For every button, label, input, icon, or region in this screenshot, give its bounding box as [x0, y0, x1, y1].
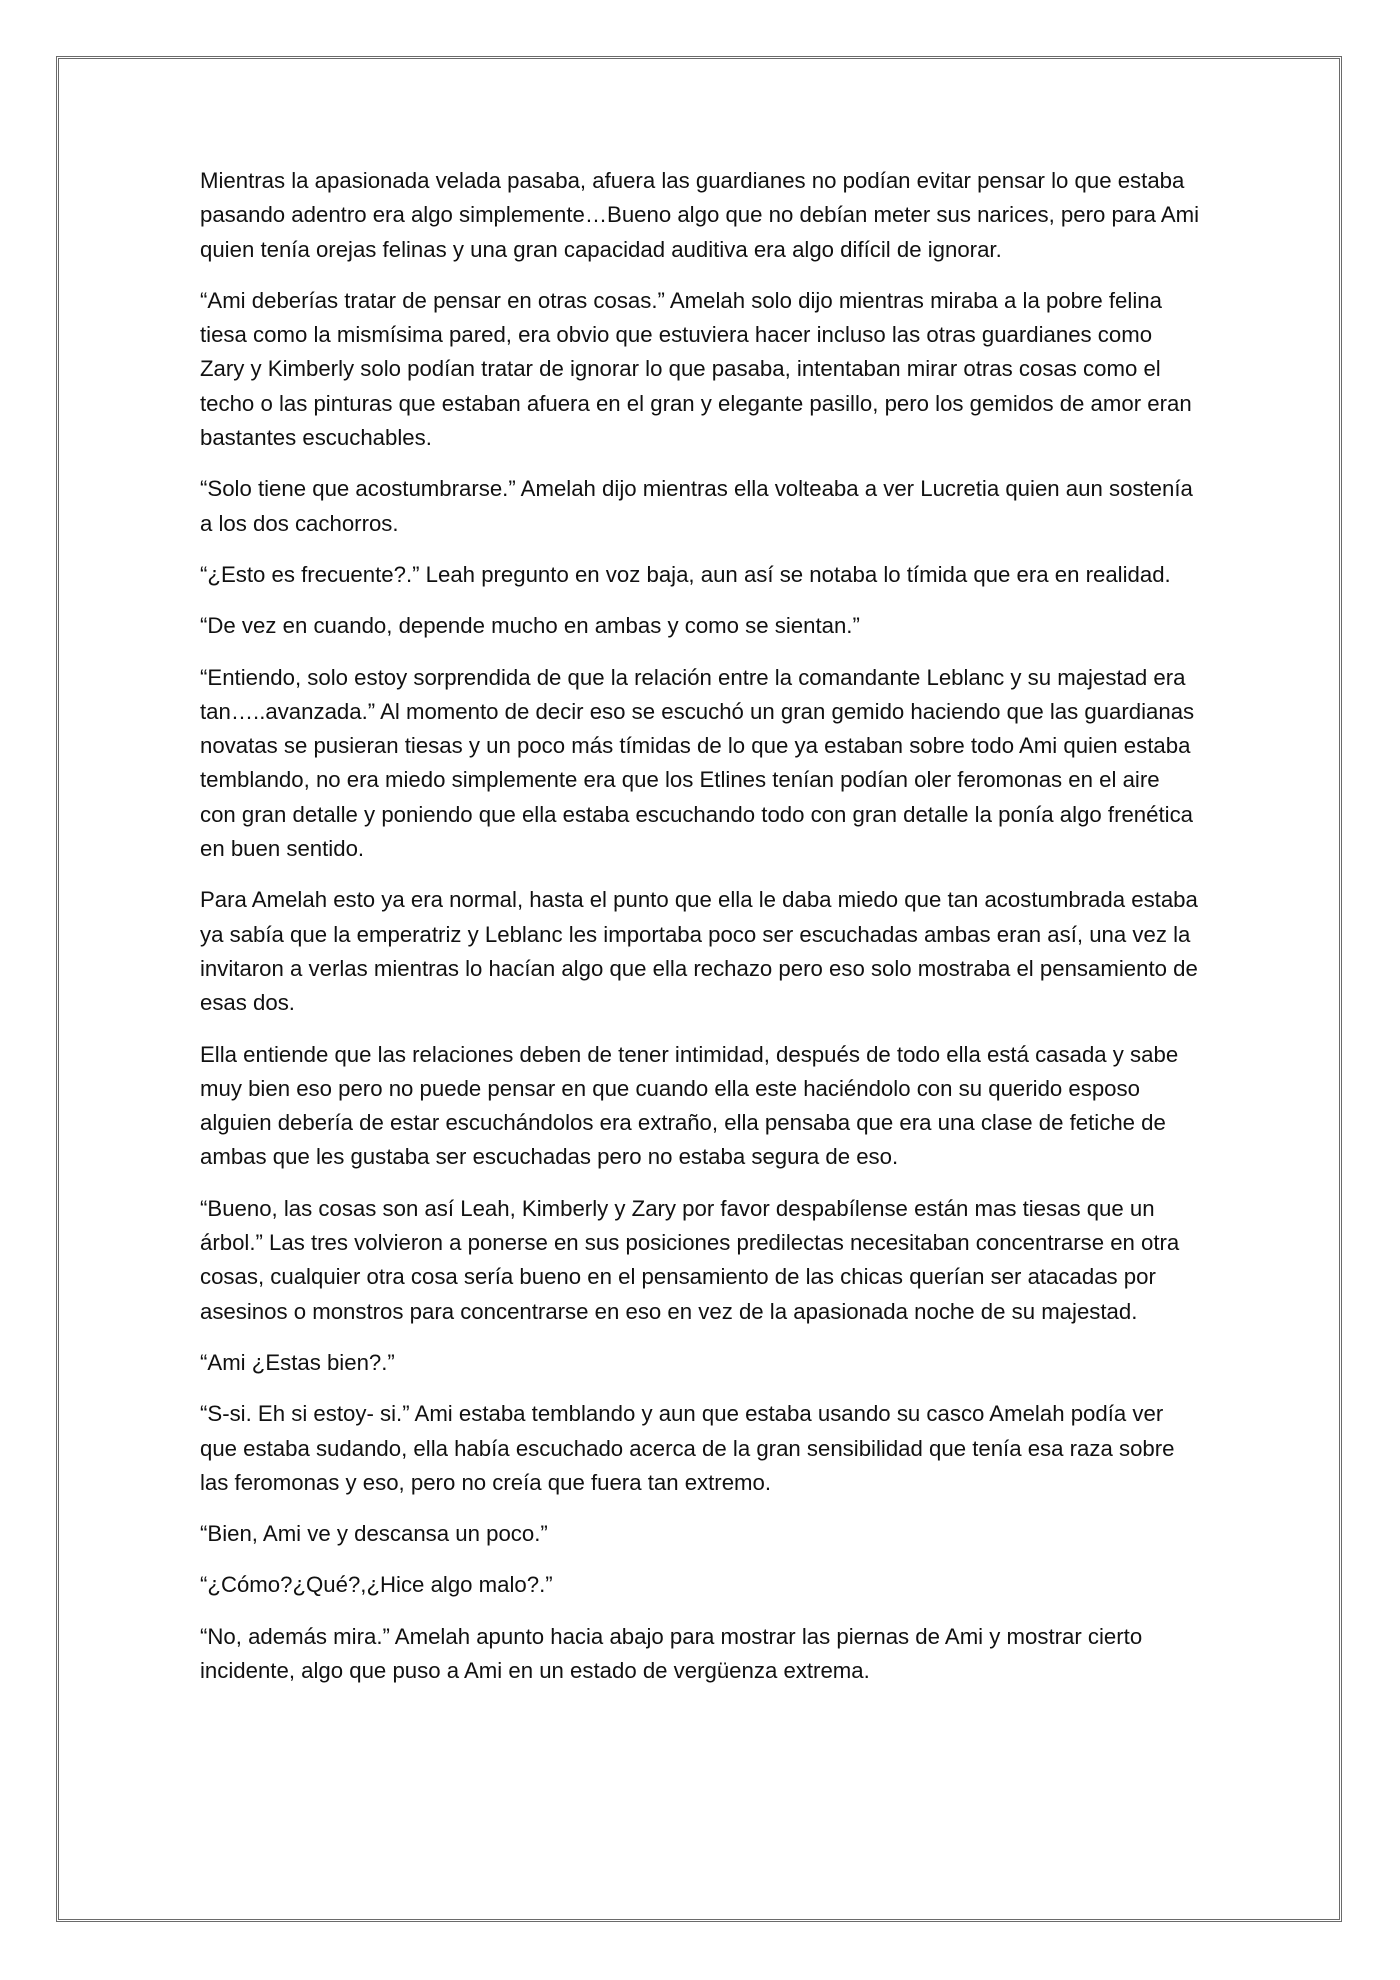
paragraph: Ella entiende que las relaciones deben de tener intimidad, después de todo ella está casada y sabe muy bien eso pero no puede pensar en que cuando ella este haciéndolo con su querido esposo alguien debería de estar escuchándolos era extraño, ella pensaba que era una clase de fetiche de ambas que les gustaba ser escuchadas pero no estaba segura de eso.: [200, 1041, 1179, 1170]
paragraph: “Ami ¿Estas bien?.”: [200, 1349, 395, 1375]
paragraph: “Bien, Ami ve y descansa un poco.”: [200, 1521, 548, 1547]
paragraph: “Ami deberías tratar de pensar en otras cosas.” Amelah solo dijo mientras miraba a la pobre felina tiesa como la mismísima pared, era obvio que estuviera hacer incluso las otras guardianes como Zary y Kimberly solo podían tratar de ignorar lo que pasaba, intentaban mirar otras cosas como el techo o las pinturas que estaban afuera en el gran y elegante pasillo, pero los gemidos de amor eran bastantes escuchables.: [200, 287, 1192, 451]
paragraph: “Bueno, las cosas son así Leah, Kimberly y Zary por favor despabílense están mas tiesas que un árbol.” Las tres volvieron a ponerse en sus posiciones predilectas necesitaban concentrarse en otra cosas, cualquier otra cosa sería bueno en el pensamiento de las chicas querían ser atacadas por asesinos o monstros para concentrarse en eso en vez de la apasionada noche de su majestad.: [200, 1195, 1180, 1324]
paragraph: “No, además mira.” Amelah apunto hacia abajo para mostrar las piernas de Ami y mostrar cierto incidente, algo que puso a Ami en un estado de vergüenza extrema.: [200, 1623, 1143, 1683]
paragraph: “S-si. Eh si estoy- si.” Ami estaba temblando y aun que estaba usando su casco Amelah podía ver que estaba sudando, ella había escuchado acerca de la gran sensibilidad que tenía esa raza sobre las feromonas y eso, pero no creía que fuera tan extremo.: [200, 1401, 1175, 1495]
paragraph: “Solo tiene que acostumbrarse.” Amelah dijo mientras ella volteaba a ver Lucretia quien aun sostenía a los dos cachorros.: [200, 476, 1193, 536]
paragraph: “Entiendo, solo estoy sorprendida de que la relación entre la comandante Leblanc y su majestad era tan…..avanzada.” Al momento de decir eso se escuchó un gran gemido haciendo que las guardianas novatas se pusieran tiesas y un poco más tímidas de lo que ya estaban sobre todo Ami quien estaba temblando, no era miedo simplemente era que los Etlines tenían podían oler feromonas en el aire con gran detalle y poniendo que ella estaba escuchando todo con gran detalle la ponía algo frenética en buen sentido.: [200, 664, 1195, 862]
paragraph: Mientras la apasionada velada pasaba, afuera las guardianes no podían evitar pensar lo que estaba pasando adentro era algo simplemente…Bueno algo que no debían meter sus narices, pero para Ami quien tenía orejas felinas y una gran capacidad auditiva era algo difícil de ignorar.: [200, 168, 1200, 262]
paragraph: “De vez en cuando, depende mucho en ambas y como se sientan.”: [200, 613, 860, 639]
paragraph: “¿Esto es frecuente?.” Leah pregunto en voz baja, aun así se notaba lo tímida que era en realidad.: [200, 561, 1171, 587]
paragraph: Para Amelah esto ya era normal, hasta el punto que ella le daba miedo que tan acostumbrada estaba ya sabía que la emperatriz y Leblanc les importaba poco ser escuchadas ambas eran así, una vez la invitaron a verlas mientras lo hacían algo que ella rechazo pero eso solo mostraba el pensamiento de esas dos.: [200, 887, 1198, 1016]
paragraph: “¿Cómo?¿Qué?,¿Hice algo malo?.”: [200, 1572, 553, 1598]
document-body: [200, 164, 1200, 1705]
